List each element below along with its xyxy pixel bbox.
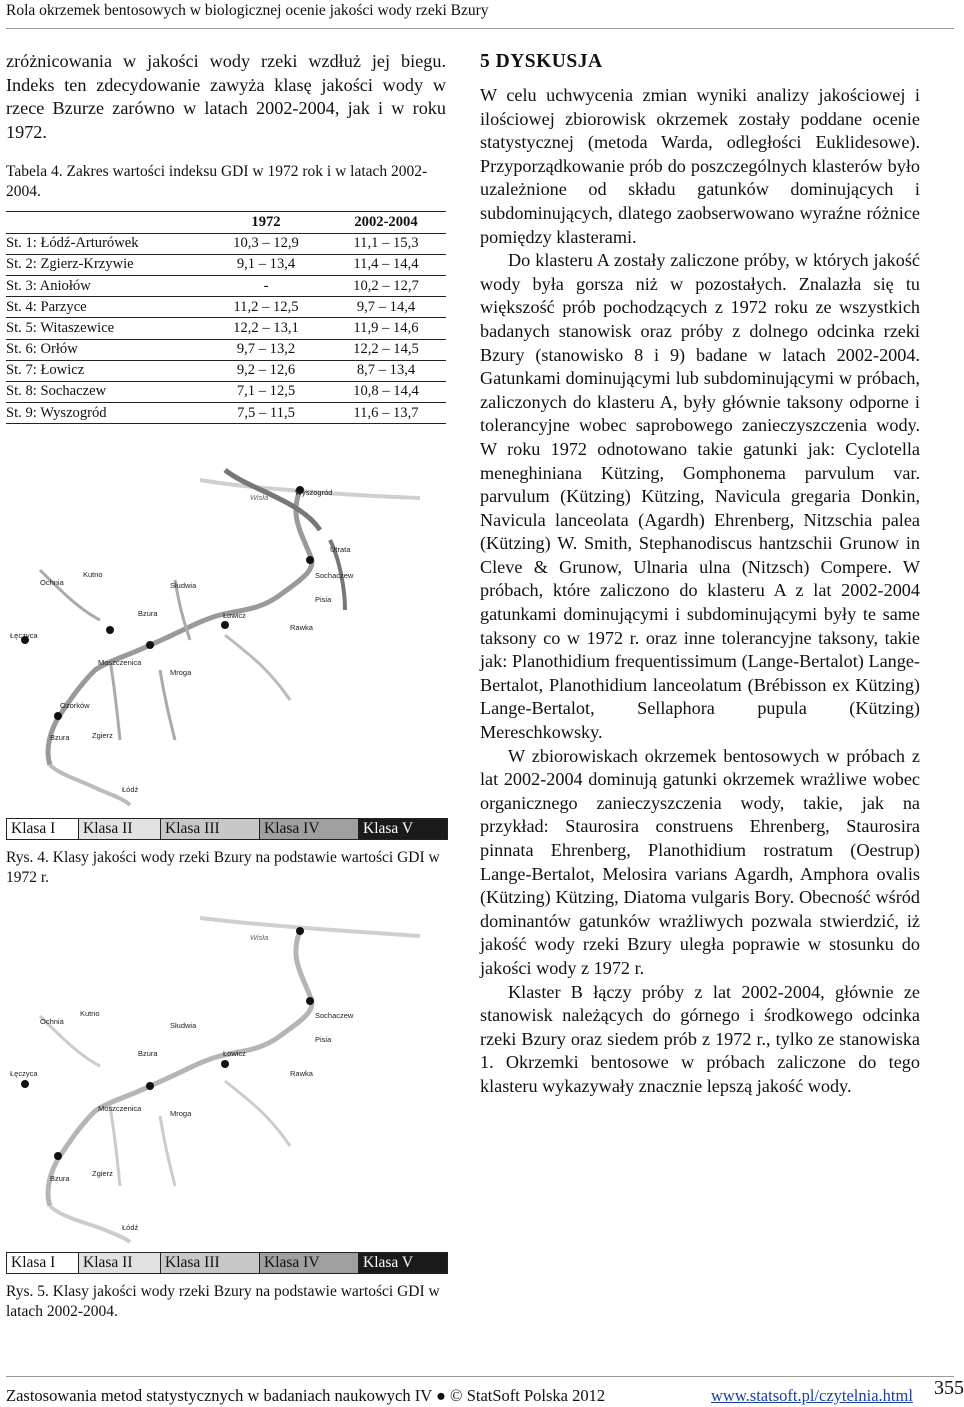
table-cell-2002: 9,7 – 14,4	[326, 297, 446, 318]
table-header-1972: 1972	[206, 212, 326, 233]
river-map-2002	[0, 906, 440, 1246]
table-cell-2002: 10,2 – 12,7	[326, 275, 446, 296]
table-cell-2002: 11,4 – 14,4	[326, 254, 446, 275]
label-moszczenica-5: Moszczenica	[98, 1104, 142, 1113]
label-leczyca-5: Łęczyca	[10, 1069, 38, 1078]
label-bzura: Bzura	[138, 609, 158, 618]
label-mroga-5: Mroga	[170, 1109, 192, 1118]
table-cell-1972: -	[206, 275, 326, 296]
table-row	[6, 318, 446, 339]
table-cell-1972: 7,5 – 11,5	[206, 403, 326, 424]
legend5-klasa-2: Klasa II	[79, 1253, 161, 1273]
label-rawka: Rawka	[290, 623, 313, 632]
table-row	[6, 297, 446, 318]
label-wisla: Wisła	[250, 493, 269, 502]
legend5-klasa-1: Klasa I	[7, 1253, 79, 1273]
label-bzura-2: Bzura	[50, 733, 70, 742]
label-pisia-5: Pisia	[315, 1035, 332, 1044]
legend-fig4	[6, 818, 448, 840]
figure-4-caption: Rys. 4. Klasy jakości wody rzeki Bzury na podstawie wartości GDI w 1972 r.	[6, 849, 440, 886]
table-cell-2002: 10,8 – 14,4	[326, 381, 446, 402]
table-cell-station: St. 8: Sochaczew	[6, 381, 206, 402]
running-header: Rola okrzemek bentosowych w biologicznej ocenie jakości wody rzeki Bzury	[6, 0, 954, 29]
table-cell-station: St. 6: Orłów	[6, 339, 206, 360]
table-cell-1972: 7,1 – 12,5	[206, 381, 326, 402]
label-bzura2-5: Bzura	[50, 1174, 70, 1183]
label-lodz: Łódź	[122, 785, 139, 794]
label-lowicz: Łowicz	[223, 611, 246, 620]
table-caption: Tabela 4. Zakres wartości indeksu GDI w 1972 rok i w latach 2002-2004.	[6, 163, 428, 200]
legend-klasa-4: Klasa IV	[260, 819, 359, 839]
legend5-klasa-4: Klasa IV	[260, 1253, 359, 1273]
label-bzura-5: Bzura	[138, 1049, 158, 1058]
label-ozorkow: Ozorków	[60, 701, 90, 710]
table-cell-1972: 9,7 – 13,2	[206, 339, 326, 360]
table-cell-1972: 9,2 – 12,6	[206, 360, 326, 381]
label-ochnia: Ochnia	[40, 578, 64, 587]
legend5-klasa-5: Klasa V	[359, 1253, 447, 1273]
label-ochnia-5: Ochnia	[40, 1017, 64, 1026]
label-sludwia-5: Słudwia	[170, 1021, 197, 1030]
table-cell-station: St. 1: Łódź-Arturówek	[6, 233, 206, 254]
legend5-klasa-3: Klasa III	[161, 1253, 260, 1273]
label-wisla-5: Wisła	[250, 933, 269, 942]
legend-fig5	[6, 1252, 448, 1274]
label-kutno-5: Kutno	[80, 1009, 100, 1018]
table-row	[6, 403, 446, 424]
table-cell-1972: 9,1 – 13,4	[206, 254, 326, 275]
discussion-p2: Do klasteru A zostały zaliczone próby, w których jakość wody była gorsza niż w pozostałych. Znalazła się tu większość prób pochodzących z 1972 roku ze wszystkich badanych stanowisk oraz próby z dolnego odcinka rzeki Bzury (stanowisko 8 i 9) badane w latach 2002-2004. Gatunkami dominującymi lub subdominującymi w próbach, zaliczonych do klasteru A, były głównie taksony odporne i tolerancyjne wobec saprobowego zanieczyszczenia wody. W roku 1972 odnotowano takie gatunki jak: Cyclotella meneghiniana Kützing, Gomphonema parvulum var. parvulum (Kützing) Kützing, Navicula gregaria Donkin, Navicula lanceolata (Agardh) Ehrenberg, Nitzschia palea (Kützing) W. Smith, Stephanodiscus hantzschii Grunow in Cleve & Grunow, Ulnaria ulna (Nitzsch) Compere. W próbach, które zaliczono do klasteru A z lat 2002-2004 gatunkami dominującymi i subdominującymi były te same taksony co w 1972 r. oraz inne tolerancyjne taksony, takie jak: Planothidium frequentissimum (Lange-Bertalot) Lange-Bertalot, Planothidium lanceolatum (Brébisson ex Kützing) Lange-Bertalot, Sellaphora pupula (Kützing) Mereschkowsky.	[480, 250, 920, 743]
label-wyszogrod: Wyszogród	[295, 488, 333, 497]
discussion-p3: W zbiorowiskach okrzemek bentosowych w próbach z lat 2002-2004 dominują gatunki okrzemek wrażliwe wobec organicznego zanieczyszczenia wody, takie, jak na przykład: Staurosira construens Ehrenberg, Staurosira pinnata Ehrenberg, Planothidium rostratum (Oestrup) Lange-Bertalot, Melosira varians Agardh, Amphora ovalis (Kützing) Kützing, Diatoma vulgaris Bory. Obecność wśród dominantów gatunków wrażliwych pozwala stwierdzić, iż jakość wody rzeki Bzury uległa poprawie w stosunku do jakości wody z 1972 r.	[480, 745, 920, 978]
legend-klasa-2: Klasa II	[79, 819, 161, 839]
table-row	[6, 360, 446, 381]
label-zgierz: Zgierz	[92, 731, 113, 740]
footer-text: Zastosowania metod statystycznych w badaniach naukowych IV ● © StatSoft Polska 2012	[6, 1386, 606, 1405]
label-kutno: Kutno	[83, 570, 103, 579]
table-cell-2002: 11,6 – 13,7	[326, 403, 446, 424]
figure-4-map	[0, 460, 440, 812]
legend-klasa-3: Klasa III	[161, 819, 260, 839]
label-sochaczew: Sochaczew	[315, 571, 354, 580]
label-mroga: Mroga	[170, 668, 192, 677]
table-row	[6, 339, 446, 360]
label-rawka-5: Rawka	[290, 1069, 313, 1078]
figure-5-caption: Rys. 5. Klasy jakości wody rzeki Bzury na podstawie wartości GDI w latach 2002-2004.	[6, 1283, 440, 1320]
table-header-2002: 2002-2004	[326, 212, 446, 233]
legend-klasa-5: Klasa V	[359, 819, 447, 839]
label-moszczenica: Moszczenica	[98, 658, 142, 667]
table-cell-station: St. 4: Parzyce	[6, 297, 206, 318]
label-lowicz-5: Łowicz	[223, 1049, 246, 1058]
table-row	[6, 381, 446, 402]
table-row	[6, 233, 446, 254]
table-cell-2002: 11,9 – 14,6	[326, 318, 446, 339]
label-sludwia: Słudwia	[170, 581, 197, 590]
table-cell-1972: 10,3 – 12,9	[206, 233, 326, 254]
table-cell-station: St. 9: Wyszogród	[6, 403, 206, 424]
table-cell-2002: 11,1 – 15,3	[326, 233, 446, 254]
page-footer	[6, 1376, 964, 1405]
label-sochaczew-5: Sochaczew	[315, 1011, 354, 1020]
table-header-row	[6, 212, 446, 233]
table-row	[6, 275, 446, 296]
table-cell-2002: 12,2 – 14,5	[326, 339, 446, 360]
table-cell-2002: 8,7 – 13,4	[326, 360, 446, 381]
gdi-table	[6, 211, 446, 424]
discussion-p1: W celu uchwycenia zmian wyniki analizy jakościowej i ilościowej zbiorowisk okrzemek zostały poddane ocenie statystycznej (metoda Warda, odległości Euklidesowe). Przyporządkowanie prób do poszczególnych klasterów było uzależnione od składu gatunków dominujących i subdominujących, dlatego zaobserwowano wyraźne różnice pomiędzy klasterami.	[480, 85, 920, 247]
label-lodz-5: Łódź	[122, 1223, 139, 1232]
table-row	[6, 254, 446, 275]
right-column	[480, 50, 920, 1099]
label-zgierz-5: Zgierz	[92, 1169, 113, 1178]
figure-5-map	[0, 906, 440, 1246]
table-header-station	[6, 212, 206, 233]
label-utrata: Utrata	[330, 545, 351, 554]
section-heading: 5 DYSKUSJA	[480, 51, 603, 72]
river-map-1972	[0, 460, 440, 812]
footer-link[interactable]: www.statsoft.pl/czytelnia.html	[711, 1386, 913, 1405]
table-cell-station: St. 3: Aniołów	[6, 275, 206, 296]
page-number: 355	[934, 1377, 964, 1399]
legend-klasa-1: Klasa I	[7, 819, 79, 839]
table-cell-station: St. 5: Witaszewice	[6, 318, 206, 339]
label-leczyca: Łęczyca	[10, 631, 38, 640]
discussion-p4: Klaster B łączy próby z lat 2002-2004, głównie ze stanowisk należących do górnego i środkowego odcinka rzeki Bzury oraz siedem prób z 1972 r., tylko ze stanowiska 1. Okrzemki bentosowe w próbach zaliczone do tego klasteru wykazywały znacznie lepszą jakość wody.	[480, 981, 920, 1096]
intro-paragraph: zróżnicowania w jakości wody rzeki wzdłuż jej biegu. Indeks ten zdecydowanie zawyża klasę jakości wody w rzece Bzurze zarówno w latach 2002-2004, jak i w roku 1972.	[6, 51, 446, 142]
label-pisia: Pisia	[315, 595, 332, 604]
table-cell-1972: 11,2 – 12,5	[206, 297, 326, 318]
table-cell-station: St. 2: Zgierz-Krzywie	[6, 254, 206, 275]
table-cell-1972: 12,2 – 13,1	[206, 318, 326, 339]
left-column	[6, 50, 446, 424]
table-cell-station: St. 7: Łowicz	[6, 360, 206, 381]
